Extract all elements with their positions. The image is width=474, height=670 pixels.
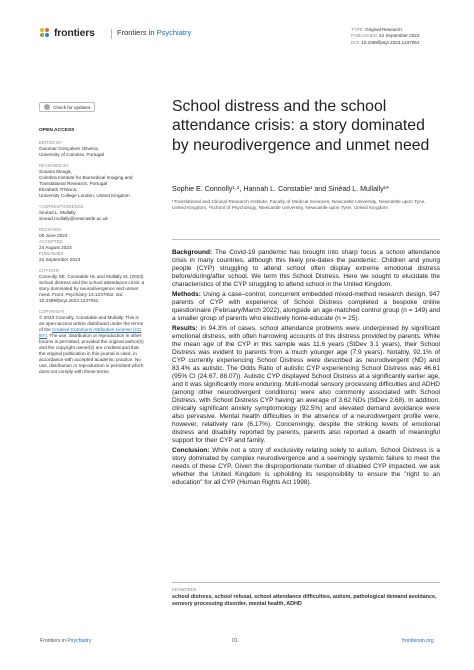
abstract-conclusion: Conclusion: While not a story of exclusivity relating solely to autism, School Distress is a story dominated by complex neurodivergence and a seemingly systemic failure to meet the needs of these CYP. Given the disproportionate number of disabled CYP impacted, we ask whether the United Kingdom is upholding its responsibility to ensure the "right to an education" for all CYP (Human Rights Act 1998). — [172, 447, 440, 486]
check-for-updates-button[interactable] — [39, 102, 95, 112]
reviewed-by: REVIEWED BY Susana Mouga, Coimbra Institute for Biomedical Imaging and Translational Research, Portugal Elizabeth O'Nions, University College London, United Kingdom — [39, 163, 133, 198]
journal-name[interactable] — [117, 28, 191, 37]
footer-site-link[interactable]: frontiersin.org — [402, 638, 434, 644]
page-number: 01 — [232, 638, 238, 644]
frontiers-logo-icon — [40, 28, 51, 39]
article-meta — [351, 27, 419, 46]
abstract-results: Results: In 94.3% of cases, school attendance problems were underpinned by significant emotional distress, with often harrowing accounts of this distress provided by parents. While the mean age of the CYP in this sample was 11.6 years (StDev 3.1 years), their School Distress was evident to parents from a much younger age (7.9 years). Notably, 92.1% of CYP currently experiencing School Distress were described as neurodivergent (ND) and 83.4% as autistic. The Odds Ratio of autistic CYP experiencing School Distress was 46.61 (95% CI (24.67, 88.07)). Autistic CYP displayed School Distress at a significantly earlier age, and it was significantly more enduring. Multi-modal sensory processing difficulties and ADHD (among other neurodivergent conditions) were also commonly associated with School Distress, with School Distress CYP having an average of 3.62 NDs (StDev 2.68). In addition, clinically significant anxiety symptomology (92.5%) and elevated demand avoidance were also pervasive. Mental health difficulties in the absence of a neurodivergent profile were, however, relatively rare (6.17%). Concerningly, despite the striking levels of emotional distress and disability reported by parents, parents also reported a dearth of meaningful support for their CYP and family. — [172, 325, 440, 444]
affiliations: ¹Translational and Clinical Research Institute, Faculty of Medical Sciences, Newcastle University, Newcastle upon Tyne, United Kingdom, ²School of Psychology, Newcastle University, Newcastle upon Tyne, United Kingdom — [172, 200, 426, 212]
abstract-methods: Methods: Using a case–control, concurrent embedded mixed-method research design, 947 parents of CYP with experience of School Distress completed a bespoke online questionnaire (February/March 2022), alongside an age-matched control group (n = 149) and a smaller group of parents who electively home-educate (n = 25). — [172, 291, 440, 322]
abstract-background: Background: The Covid-19 pandemic has brought into sharp focus a school attendance crisis in many countries, although this likely pre-dates the pandemic. Children and young people (CYP) struggling to attend school often display extreme emotional distress before/during/after school. We term this School Distress. Here we sought to elucidate the characteristics of the CYP struggling to attend school in the United Kingdom. — [172, 249, 440, 288]
cc-by-license-link[interactable]: Creative Commons Attribution License (CC BY) — [39, 327, 142, 338]
meta-published: PUBLISHED 22 September 2023 — [351, 33, 420, 39]
dates: RECEIVED 08 June 2023 ACCEPTED 24 August 2023 PUBLISHED 22 September 2023 — [39, 227, 81, 262]
citation: CITATION Connolly SE, Constable HL and Mullally SL (2023) School distress and the school attendance crisis: a story dominated by neurodivergence and unmet need. Front. Psychiatry 14:1237052. doi: 10.3389/fpsyt.2023.1237052 — [39, 268, 145, 303]
edited-by: EDITED BY Guiomar Gonçalves Oliveira, University of Coimbra, Portugal — [39, 140, 104, 157]
divider — [172, 582, 440, 583]
copyright: COPYRIGHT © 2023 Connolly, Constable and Mullally. This is an open-access article distributed under the terms of the Creative Commons Attribution License (CC BY). The use, distribution or reproduction in other forums is permitted, provided the original author(s) and the copyright owner(s) are credited and that the original publication in this journal is cited, in accordance with accepted academic practice. No use, distribution or reproduction is permitted which does not comply with these terms. — [39, 309, 144, 374]
footer-journal[interactable]: Frontiers in Psychiatry — [40, 638, 92, 644]
check-updates-label: Check for updates — [53, 104, 91, 110]
author-list: Sophie E. Connolly¹·², Hannah L. Constable¹ and Sinéad L. Mullally¹* — [172, 185, 389, 193]
divider — [172, 239, 440, 240]
article-sidebar — [39, 128, 145, 380]
open-access-label: OPEN ACCESS — [39, 128, 75, 133]
journal-subject: Psychiatry — [156, 28, 192, 37]
keywords: school distress, school refusal, school attendance difficulties, autism, pathological demand avoidance, sensory processing disorder, mental health, ADHD — [172, 594, 437, 607]
meta-type: TYPE Original Research — [351, 27, 402, 32]
abstract — [172, 249, 440, 489]
correspondence-email[interactable]: sinead.mullally@newcastle.ac.uk — [39, 216, 108, 221]
check-updates-icon — [44, 104, 50, 110]
correspondence: *CORRESPONDENCE Sinéad L. Mullally sinead.mullally@newcastle.ac.uk — [39, 204, 145, 222]
journal-prefix: Frontiers in — [117, 28, 155, 37]
frontiers-logo[interactable] — [40, 27, 95, 39]
header-divider — [111, 29, 112, 39]
brand-name: frontiers — [54, 27, 95, 39]
meta-doi: DOI 10.3389/fpsyt.2023.1237052 — [351, 39, 420, 45]
keywords-label: KEYWORDS — [172, 587, 197, 592]
article-title: School distress and the school attendance crisis: a story dominated by neurodivergence and unmet need — [172, 98, 430, 154]
